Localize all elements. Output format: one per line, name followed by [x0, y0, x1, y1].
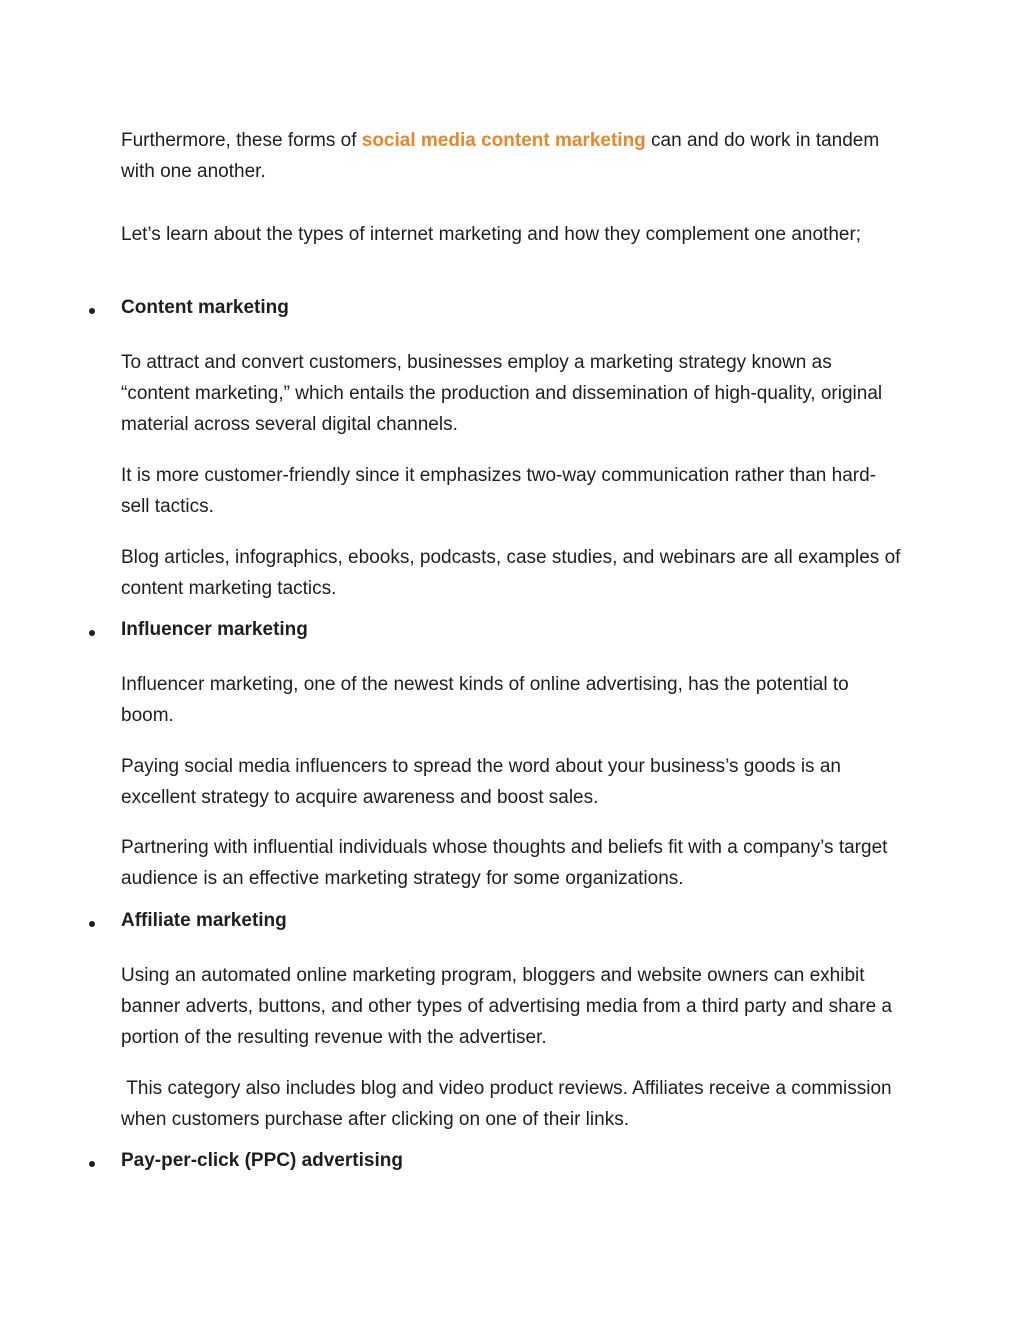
intro-paragraph-2: Let’s learn about the types of internet marketing and how they complement one another;: [121, 224, 862, 245]
content-marketing-paragraph-1: To attract and convert customers, businesses employ a marketing strategy known as “content marketing,” which entails the production and dissemination of high-quality, original material across several digital channels.: [121, 352, 883, 435]
content-marketing-paragraph-2: It is more customer-friendly since it emphasizes two-way communication rather than hard-sell tactics.: [121, 465, 877, 517]
section-heading-content-marketing: Content marketing: [121, 297, 289, 318]
intro-text-before: Furthermore, these forms of: [121, 130, 362, 151]
intro-paragraph: [121, 125, 901, 187]
section-heading-ppc-advertising: Pay-per-click (PPC) advertising: [121, 1150, 403, 1171]
influencer-marketing-paragraph-1: Influencer marketing, one of the newest kinds of online advertising, has the potential to boom.: [121, 674, 849, 726]
intro-text-after: can and do work in tandem with one another.: [121, 130, 880, 182]
influencer-marketing-paragraph-3: Partnering with influential individuals whose thoughts and beliefs fit with a company’s target audience is an effective marketing strategy for some organizations.: [121, 837, 888, 889]
influencer-marketing-paragraph-2: Paying social media influencers to spread the word about your business’s goods is an excellent strategy to acquire awareness and boost sales.: [121, 756, 841, 808]
content-marketing-paragraph-3: Blog articles, infographics, ebooks, podcasts, case studies, and webinars are all examples of content marketing tactics.: [121, 547, 901, 599]
affiliate-marketing-paragraph-2: This category also includes blog and video product reviews. Affiliates receive a commission when customers purchase after clicking on one of their links.: [121, 1078, 897, 1130]
section-heading-affiliate-marketing: Affiliate marketing: [121, 910, 287, 931]
social-media-content-marketing-link[interactable]: social media content marketing: [361, 130, 646, 151]
section-heading-influencer-marketing: Influencer marketing: [121, 619, 308, 640]
affiliate-marketing-paragraph-1: Using an automated online marketing program, bloggers and website owners can exhibit banner adverts, buttons, and other types of advertising media from a third party and share a portion of the resulting revenue with the advertiser.: [121, 965, 892, 1048]
bullet-icon: [88, 308, 98, 318]
bullet-icon: [88, 921, 98, 931]
bullet-icon: [88, 630, 98, 640]
bullet-icon: [88, 1161, 98, 1171]
